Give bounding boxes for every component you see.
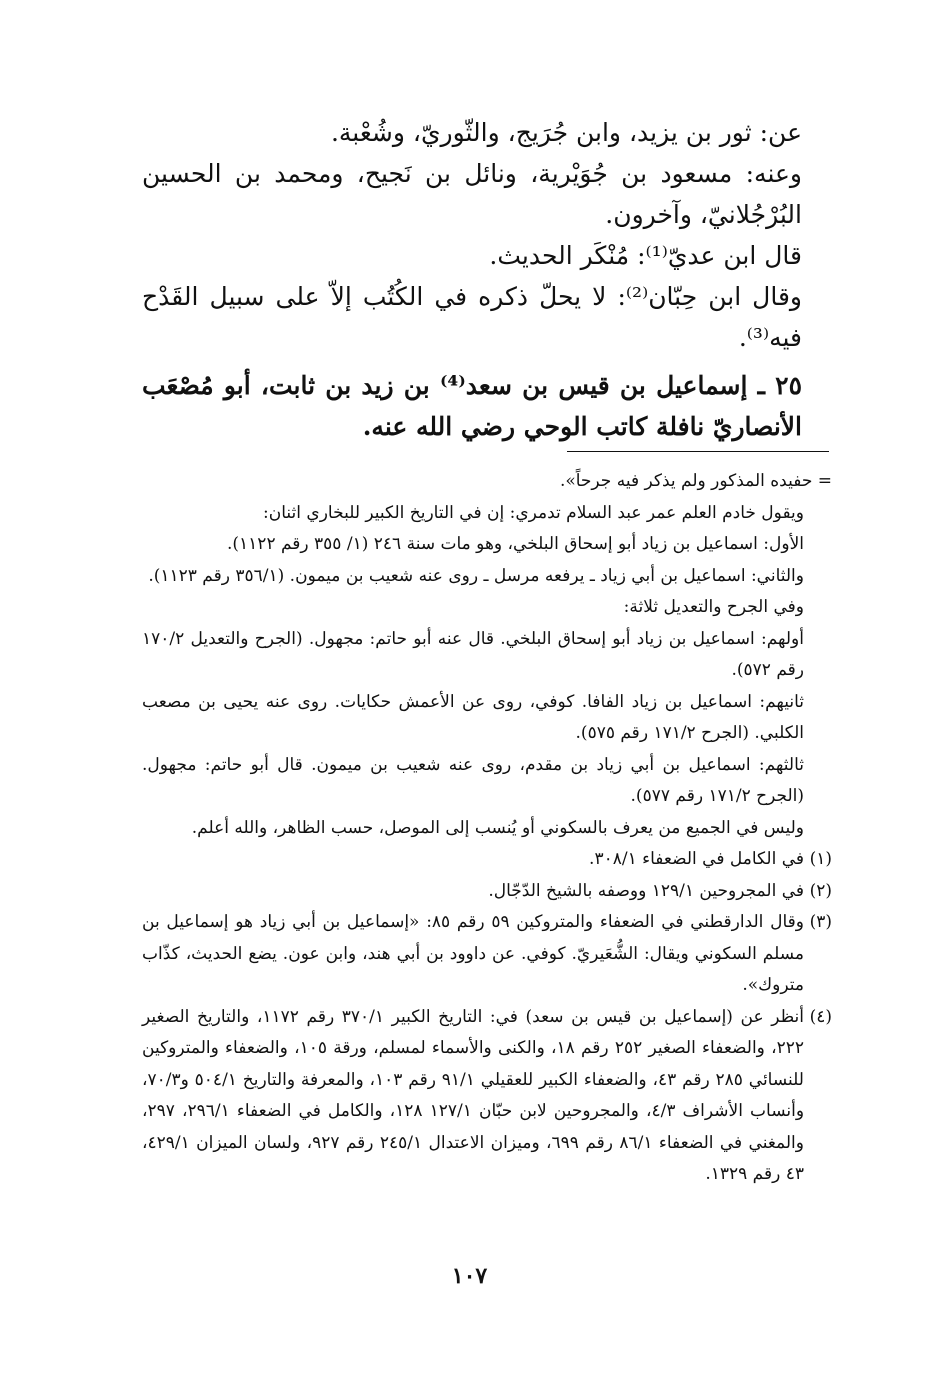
narrators-from: عن: ثور بن يزيد، وابن جُرَيج، والثّوريّ، وشُعْبة. — [330, 118, 802, 147]
footnote-continuation-line: ويقول خادم العلم عمر عبد السلام تدمري: إن في التاريخ الكبير للبخاري اثنان: — [263, 502, 804, 523]
footnote-2 — [142, 876, 832, 908]
footnote-3 — [142, 907, 832, 1002]
footnote-number: (٣) — [809, 912, 832, 932]
footnote-continuation-line: أولهم: اسماعيل بن زياد أبو إسحاق البلخي. قال عنه أبو حاتم: مجهول. (الجرح والتعديل ١٧٠/٢ رقم ٥٧٢). — [142, 628, 804, 680]
ibn-adi-quote: قال ابن عديّ⁽¹⁾: مُنْكَر الحديث. — [489, 241, 802, 270]
footnote-divider — [567, 451, 829, 452]
narrators-to: وعنه: مسعود بن جُوَيْرية، ونائل بن نَجيح، ومحمد بن الحسين البُرْجُلانيّ، وآخرون. — [142, 159, 802, 229]
footnote-continuation-line: ثانيهم: اسماعيل بن زياد الفافا. كوفي، روى عن الأعمش حكايات. روى عنه يحيى بن مصعب الكلبي. (الجرح ١٧١/٢ رقم ٥٧٥). — [142, 691, 804, 743]
entry-heading: ٢٥ ـ إسماعيل بن قيس بن سعد⁽⁴⁾ بن زيد بن ثابت، أبو مُصْعَب الأنصاريّ نافلة كاتب الوحي رضي الله عنه. — [142, 371, 802, 441]
footnote-text: وقال الدارقطني في الضعفاء والمتروكين ٥٩ رقم ٨٥: «إسماعيل بن أبي زياد هو إسماعيل بن مسلم السكوني ويقال: الشُّعَيريّ. كوفي. عن داوود بن أبي هند، وابن عون. يضع الحديث، كذّاب متروك». — [142, 912, 804, 995]
ibn-hibban-quote: وقال ابن حِبّان⁽²⁾: لا يحلّ ذكره في الكُتُب إلاّ على سبيل القَدْح فيه⁽³⁾. — [142, 282, 802, 352]
footnote-number: (٢) — [809, 880, 832, 901]
footnote-continuation-line: وفي الجرح والتعديل ثلاثة: — [623, 597, 804, 617]
footnote-text: في الكامل في الضعفاء ٣٠٨/١. — [589, 849, 804, 869]
page-number: ١٠٧ — [451, 1263, 488, 1289]
footnote-text: في المجروحين ١٢٩/١ ووصفه بالشيخ الدّجّال. — [488, 880, 804, 901]
footnotes — [142, 466, 832, 1191]
footnote-1 — [142, 844, 832, 876]
main-text — [142, 112, 832, 447]
footnote-text: أنظر عن (إسماعيل بن قيس بن سعد) في: التاريخ الكبير ٣٧٠/١ رقم ١١٧٢، والتاريخ الصغير ٢٢٢، والضعفاء الصغير ٢٥٢ رقم ١٨، والكنى والأسماء لمسلم، ورقة ١٠٥، والضعفاء والمتروكين للنسائي ٢٨٥ رقم ٤٣، والضعفاء الكبير للعقيلي ٩١/١ رقم ١٠٣، والمعرفة والتاريخ ٥٠٤/١ و٧٠/٣، وأنساب الأشراف ٤/٣، والمجروحين لابن حبّان ١٢٧/١ ١٢٨، والكامل في الضعفاء ٢٩٦/١، ٢٩٧، والمغني في الضعفاء ٨٦/١ رقم ٦٩٩، وميزان الاعتدال ٢٤٥/١ رقم ٩٢٧، ولسان الميزان ٤٢٩/١، ٤٣ رقم ١٣٢٩. — [142, 1006, 805, 1184]
footnote-number: (٤) — [809, 1006, 832, 1027]
footnote-4 — [142, 1002, 832, 1191]
footnote-continuation-line: الأول: اسماعيل بن زياد أبو إسحاق البلخي، وهو مات سنة ٢٤٦ (١/ ٣٥٥ رقم ١١٢٢). — [227, 534, 804, 554]
footnote-number: (١) — [809, 849, 832, 869]
footnote-continuation-line: ثالثهم: اسماعيل بن أبي زياد بن مقدم، روى عنه شعيب بن ميمون. قال أبو حاتم: مجهول. (الجرح ١٧١/٢ رقم ٥٧٧). — [142, 754, 804, 806]
footnote-continuation-line: والثاني: اسماعيل بن أبي زياد ـ يرفعه مرسل ـ روى عنه شعيب بن ميمون. (٣٥٦/١ رقم ١١٢٣). — [148, 565, 804, 586]
footnote-continuation-line: وليس في الجميع من يعرف بالسكوني أو يُنسب إلى الموصل، حسب الظاهر، والله أعلم. — [191, 817, 804, 838]
footnote-continuation-line: = حفيده المذكور ولم يذكر فيه جرحاً». — [559, 471, 832, 491]
